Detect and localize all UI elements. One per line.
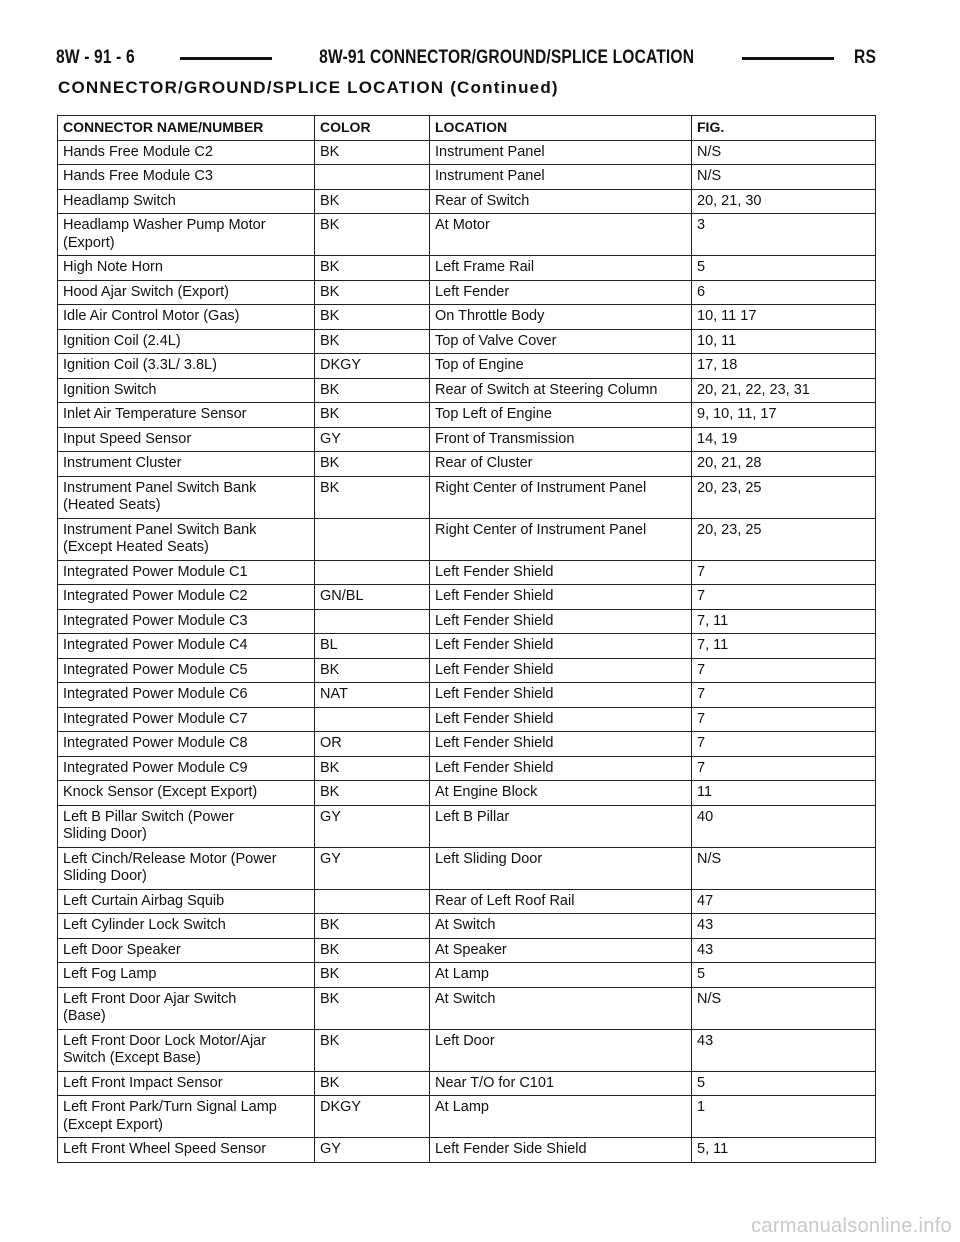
color-cell: BK bbox=[315, 781, 430, 806]
table-row bbox=[58, 354, 876, 379]
connector-name-cell: Integrated Power Module C3 bbox=[58, 609, 315, 634]
fig-cell: 11 bbox=[692, 781, 876, 806]
table-row bbox=[58, 140, 876, 165]
table-row bbox=[58, 452, 876, 477]
location-cell: Right Center of Instrument Panel bbox=[430, 476, 692, 518]
location-cell: Rear of Left Roof Rail bbox=[430, 889, 692, 914]
location-cell: Near T/O for C101 bbox=[430, 1071, 692, 1096]
fig-cell: 43 bbox=[692, 938, 876, 963]
fig-cell: 20, 23, 25 bbox=[692, 518, 876, 560]
connector-name-cell: Left B Pillar Switch (Power Sliding Door) bbox=[58, 805, 315, 847]
location-cell: At Lamp bbox=[430, 963, 692, 988]
fig-cell: 7 bbox=[692, 732, 876, 757]
fig-cell: 20, 23, 25 bbox=[692, 476, 876, 518]
color-cell: BK bbox=[315, 189, 430, 214]
connector-name-cell: Headlamp Switch bbox=[58, 189, 315, 214]
location-cell: Left Fender Shield bbox=[430, 683, 692, 708]
page-subtitle: CONNECTOR/GROUND/SPLICE LOCATION (Continued) bbox=[58, 78, 559, 97]
connector-name-cell: Left Curtain Airbag Squib bbox=[58, 889, 315, 914]
connector-name-cell: Left Door Speaker bbox=[58, 938, 315, 963]
connector-name-cell: Ignition Switch bbox=[58, 378, 315, 403]
location-cell: Left Frame Rail bbox=[430, 256, 692, 281]
fig-cell: 7 bbox=[692, 683, 876, 708]
table-row bbox=[58, 732, 876, 757]
connector-name-cell: Ignition Coil (2.4L) bbox=[58, 329, 315, 354]
fig-cell: 5 bbox=[692, 963, 876, 988]
table-row bbox=[58, 189, 876, 214]
table-row bbox=[58, 805, 876, 847]
color-cell: BK bbox=[315, 963, 430, 988]
table-row bbox=[58, 585, 876, 610]
location-cell: At Speaker bbox=[430, 938, 692, 963]
fig-cell: 43 bbox=[692, 914, 876, 939]
connector-name-cell: Left Front Door Ajar Switch (Base) bbox=[58, 987, 315, 1029]
connector-name-cell: Integrated Power Module C6 bbox=[58, 683, 315, 708]
table-row bbox=[58, 476, 876, 518]
table-header-row bbox=[58, 116, 876, 141]
location-cell: Left Fender Shield bbox=[430, 756, 692, 781]
fig-cell: N/S bbox=[692, 140, 876, 165]
color-cell: BK bbox=[315, 476, 430, 518]
table-row bbox=[58, 847, 876, 889]
fig-cell: N/S bbox=[692, 987, 876, 1029]
location-cell: At Motor bbox=[430, 214, 692, 256]
connector-name-cell: Left Front Door Lock Motor/Ajar Switch (Except Base) bbox=[58, 1029, 315, 1071]
connector-name-cell: Integrated Power Module C7 bbox=[58, 707, 315, 732]
connector-name-cell: Instrument Cluster bbox=[58, 452, 315, 477]
fig-cell: 9, 10, 11, 17 bbox=[692, 403, 876, 428]
connector-name-cell: Hands Free Module C2 bbox=[58, 140, 315, 165]
table-row bbox=[58, 707, 876, 732]
color-cell bbox=[315, 609, 430, 634]
location-cell: Left Sliding Door bbox=[430, 847, 692, 889]
fig-cell: 10, 11 17 bbox=[692, 305, 876, 330]
location-cell: At Switch bbox=[430, 987, 692, 1029]
color-cell: BK bbox=[315, 987, 430, 1029]
connector-name-cell: Integrated Power Module C9 bbox=[58, 756, 315, 781]
connector-name-cell: Headlamp Washer Pump Motor (Export) bbox=[58, 214, 315, 256]
fig-cell: 5 bbox=[692, 1071, 876, 1096]
connector-name-cell: High Note Horn bbox=[58, 256, 315, 281]
location-cell: Left Fender Shield bbox=[430, 634, 692, 659]
header-rule-right bbox=[742, 57, 834, 60]
location-cell: Instrument Panel bbox=[430, 140, 692, 165]
connector-name-cell: Hood Ajar Switch (Export) bbox=[58, 280, 315, 305]
location-cell: Left Fender Shield bbox=[430, 560, 692, 585]
fig-cell: 5 bbox=[692, 256, 876, 281]
fig-cell: 40 bbox=[692, 805, 876, 847]
location-cell: Left Door bbox=[430, 1029, 692, 1071]
connector-name-cell: Integrated Power Module C8 bbox=[58, 732, 315, 757]
connector-name-cell: Left Cylinder Lock Switch bbox=[58, 914, 315, 939]
location-cell: On Throttle Body bbox=[430, 305, 692, 330]
fig-cell: N/S bbox=[692, 847, 876, 889]
connector-name-cell: Input Speed Sensor bbox=[58, 427, 315, 452]
location-cell: At Engine Block bbox=[430, 781, 692, 806]
color-cell: BK bbox=[315, 329, 430, 354]
connector-name-cell: Knock Sensor (Except Export) bbox=[58, 781, 315, 806]
fig-cell: 7, 11 bbox=[692, 609, 876, 634]
fig-cell: N/S bbox=[692, 165, 876, 190]
fig-cell: 7 bbox=[692, 658, 876, 683]
color-cell: BK bbox=[315, 256, 430, 281]
table-row bbox=[58, 634, 876, 659]
table-row bbox=[58, 305, 876, 330]
location-cell: Top of Valve Cover bbox=[430, 329, 692, 354]
table-row bbox=[58, 378, 876, 403]
table-row bbox=[58, 987, 876, 1029]
color-cell: BL bbox=[315, 634, 430, 659]
header-rule-left bbox=[180, 57, 272, 60]
fig-cell: 6 bbox=[692, 280, 876, 305]
column-header-fig: FIG. bbox=[692, 116, 876, 141]
location-cell: Left Fender Shield bbox=[430, 585, 692, 610]
connector-name-cell: Instrument Panel Switch Bank (Except Heated Seats) bbox=[58, 518, 315, 560]
table-row bbox=[58, 280, 876, 305]
fig-cell: 1 bbox=[692, 1096, 876, 1138]
section-code: RS bbox=[854, 47, 877, 68]
table-row bbox=[58, 889, 876, 914]
location-cell: Instrument Panel bbox=[430, 165, 692, 190]
location-cell: Left Fender Shield bbox=[430, 732, 692, 757]
fig-cell: 17, 18 bbox=[692, 354, 876, 379]
color-cell: BK bbox=[315, 756, 430, 781]
table-row bbox=[58, 1096, 876, 1138]
table-row bbox=[58, 1138, 876, 1163]
location-cell: Left Fender Side Shield bbox=[430, 1138, 692, 1163]
connector-name-cell: Integrated Power Module C2 bbox=[58, 585, 315, 610]
fig-cell: 10, 11 bbox=[692, 329, 876, 354]
location-cell: Right Center of Instrument Panel bbox=[430, 518, 692, 560]
fig-cell: 43 bbox=[692, 1029, 876, 1071]
location-cell: Left B Pillar bbox=[430, 805, 692, 847]
table-row bbox=[58, 165, 876, 190]
color-cell: BK bbox=[315, 452, 430, 477]
fig-cell: 7, 11 bbox=[692, 634, 876, 659]
fig-cell: 7 bbox=[692, 707, 876, 732]
color-cell bbox=[315, 560, 430, 585]
table-row bbox=[58, 1071, 876, 1096]
location-cell: Left Fender Shield bbox=[430, 609, 692, 634]
section-title: 8W-91 CONNECTOR/GROUND/SPLICE LOCATION bbox=[319, 47, 695, 68]
location-cell: Front of Transmission bbox=[430, 427, 692, 452]
color-cell: BK bbox=[315, 140, 430, 165]
connector-name-cell: Idle Air Control Motor (Gas) bbox=[58, 305, 315, 330]
connector-name-cell: Instrument Panel Switch Bank (Heated Seats) bbox=[58, 476, 315, 518]
location-cell: Rear of Switch bbox=[430, 189, 692, 214]
connector-name-cell: Left Fog Lamp bbox=[58, 963, 315, 988]
location-cell: Rear of Cluster bbox=[430, 452, 692, 477]
color-cell: BK bbox=[315, 658, 430, 683]
color-cell: DKGY bbox=[315, 354, 430, 379]
location-cell: At Lamp bbox=[430, 1096, 692, 1138]
color-cell bbox=[315, 707, 430, 732]
fig-cell: 5, 11 bbox=[692, 1138, 876, 1163]
connector-name-cell: Left Front Wheel Speed Sensor bbox=[58, 1138, 315, 1163]
connector-name-cell: Integrated Power Module C5 bbox=[58, 658, 315, 683]
color-cell: BK bbox=[315, 305, 430, 330]
fig-cell: 20, 21, 28 bbox=[692, 452, 876, 477]
fig-cell: 7 bbox=[692, 560, 876, 585]
location-cell: Top of Engine bbox=[430, 354, 692, 379]
color-cell bbox=[315, 165, 430, 190]
color-cell: GN/BL bbox=[315, 585, 430, 610]
connector-name-cell: Hands Free Module C3 bbox=[58, 165, 315, 190]
watermark: carmanualsonline.info bbox=[751, 1215, 952, 1237]
table-row bbox=[58, 560, 876, 585]
table-body bbox=[58, 140, 876, 1162]
table-row bbox=[58, 781, 876, 806]
fig-cell: 20, 21, 30 bbox=[692, 189, 876, 214]
connector-name-cell: Integrated Power Module C4 bbox=[58, 634, 315, 659]
table-row bbox=[58, 963, 876, 988]
color-cell: OR bbox=[315, 732, 430, 757]
location-cell: Left Fender Shield bbox=[430, 707, 692, 732]
location-cell: Left Fender bbox=[430, 280, 692, 305]
color-cell bbox=[315, 889, 430, 914]
connector-name-cell: Left Front Park/Turn Signal Lamp (Except Export) bbox=[58, 1096, 315, 1138]
page-header bbox=[56, 46, 876, 70]
connector-location-table bbox=[57, 115, 876, 1163]
connector-name-cell: Ignition Coil (3.3L/ 3.8L) bbox=[58, 354, 315, 379]
color-cell: BK bbox=[315, 378, 430, 403]
color-cell: GY bbox=[315, 1138, 430, 1163]
table-row bbox=[58, 329, 876, 354]
location-cell: Rear of Switch at Steering Column bbox=[430, 378, 692, 403]
location-cell: At Switch bbox=[430, 914, 692, 939]
table-row bbox=[58, 427, 876, 452]
connector-name-cell: Integrated Power Module C1 bbox=[58, 560, 315, 585]
color-cell: BK bbox=[315, 403, 430, 428]
table-row bbox=[58, 1029, 876, 1071]
fig-cell: 3 bbox=[692, 214, 876, 256]
color-cell: BK bbox=[315, 280, 430, 305]
column-header-color: COLOR bbox=[315, 116, 430, 141]
color-cell bbox=[315, 518, 430, 560]
table-row bbox=[58, 658, 876, 683]
color-cell: DKGY bbox=[315, 1096, 430, 1138]
table-row bbox=[58, 518, 876, 560]
color-cell: BK bbox=[315, 214, 430, 256]
table-row bbox=[58, 609, 876, 634]
connector-name-cell: Inlet Air Temperature Sensor bbox=[58, 403, 315, 428]
location-cell: Left Fender Shield bbox=[430, 658, 692, 683]
table-row bbox=[58, 683, 876, 708]
fig-cell: 20, 21, 22, 23, 31 bbox=[692, 378, 876, 403]
connector-name-cell: Left Front Impact Sensor bbox=[58, 1071, 315, 1096]
table-row bbox=[58, 403, 876, 428]
color-cell: BK bbox=[315, 1029, 430, 1071]
table-row bbox=[58, 756, 876, 781]
table-row bbox=[58, 214, 876, 256]
location-cell: Top Left of Engine bbox=[430, 403, 692, 428]
color-cell: GY bbox=[315, 847, 430, 889]
color-cell: GY bbox=[315, 427, 430, 452]
color-cell: NAT bbox=[315, 683, 430, 708]
color-cell: BK bbox=[315, 914, 430, 939]
connector-name-cell: Left Cinch/Release Motor (Power Sliding Door) bbox=[58, 847, 315, 889]
fig-cell: 14, 19 bbox=[692, 427, 876, 452]
column-header-connector: CONNECTOR NAME/NUMBER bbox=[58, 116, 315, 141]
fig-cell: 7 bbox=[692, 585, 876, 610]
color-cell: BK bbox=[315, 1071, 430, 1096]
fig-cell: 7 bbox=[692, 756, 876, 781]
table-row bbox=[58, 256, 876, 281]
table-row bbox=[58, 914, 876, 939]
color-cell: BK bbox=[315, 938, 430, 963]
column-header-location: LOCATION bbox=[430, 116, 692, 141]
page-number: 8W - 91 - 6 bbox=[56, 47, 135, 68]
fig-cell: 47 bbox=[692, 889, 876, 914]
color-cell: GY bbox=[315, 805, 430, 847]
table-row bbox=[58, 938, 876, 963]
